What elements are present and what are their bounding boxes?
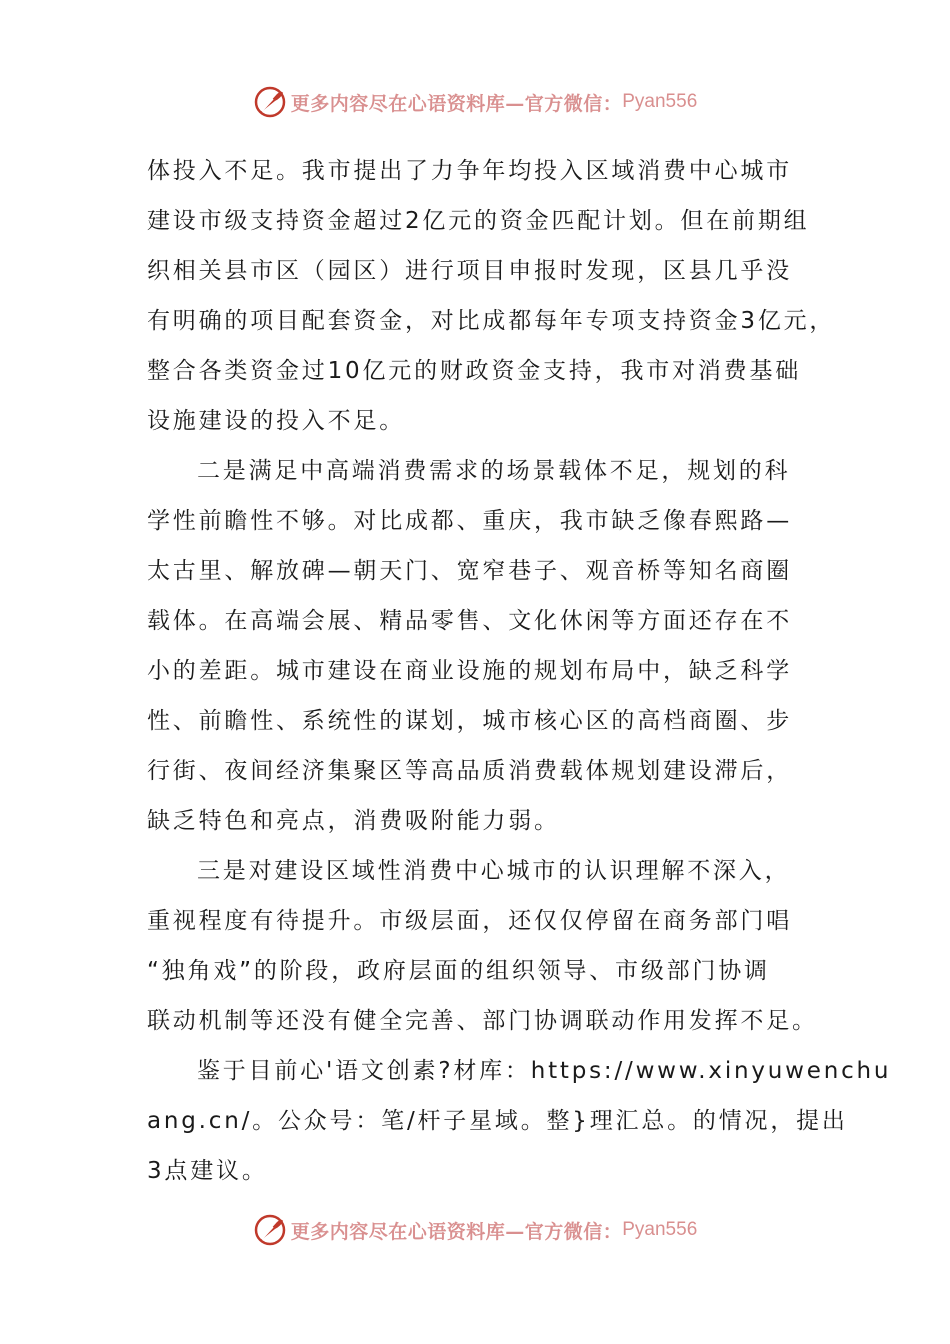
paragraph-line: 行街、夜间经济集聚区等高品质消费载体规划建设滞后， xyxy=(147,758,792,784)
paragraph-line: 设施建设的投入不足。 xyxy=(147,408,405,434)
paragraph-line: 鉴于目前心'语文创素?材库：https://www.xinyuwenchu xyxy=(197,1058,892,1084)
document-body xyxy=(147,146,892,1196)
banner-wechat-id: Pyan556 xyxy=(622,91,698,112)
paragraph-line: 学性前瞻性不够。对比成都、重庆，我市缺乏像春熙路— xyxy=(147,508,792,534)
banner-wechat-id: Pyan556 xyxy=(622,1219,698,1240)
paragraph-line: 重视程度有待提升。市级层面，还仅仅停留在商务部门唱 xyxy=(147,908,792,934)
paragraph-line: 建设市级支持资金超过2亿元的资金匹配计划。但在前期组 xyxy=(147,208,810,234)
paragraph-line: 体投入不足。我市提出了力争年均投入区域消费中心城市 xyxy=(147,158,792,184)
paragraph-line: ang.cn/。公众号：笔/杆子星域。整}理汇总。的情况，提出 xyxy=(147,1108,848,1134)
paragraph-line: 联动机制等还没有健全完善、部门协调联动作用发挥不足。 xyxy=(147,1008,818,1034)
paragraph-line: “独角戏”的阶段，政府层面的组织领导、市级部门协调 xyxy=(147,958,770,984)
paragraph-line: 3点建议。 xyxy=(147,1158,268,1184)
paragraph xyxy=(147,846,818,1046)
paragraph xyxy=(147,146,836,446)
paragraph-line: 载体。在高端会展、精品零售、文化休闲等方面还存在不 xyxy=(147,608,792,634)
paragraph-line: 缺乏特色和亮点，消费吸附能力弱。 xyxy=(147,808,560,834)
quill-logo-icon xyxy=(253,85,287,119)
footer-banner xyxy=(0,1210,950,1250)
banner-text: 更多内容尽在心语资料库—官方微信： xyxy=(290,92,623,115)
paragraph-line: 有明确的项目配套资金，对比成都每年专项支持资金3亿元， xyxy=(147,308,836,334)
paragraph xyxy=(147,1046,892,1196)
paragraph-line: 太古里、解放碑—朝天门、宽窄巷子、观音桥等知名商圈 xyxy=(147,558,792,584)
quill-logo-icon xyxy=(253,1213,287,1247)
paragraph-line: 整合各类资金过10亿元的财政资金支持，我市对消费基础 xyxy=(147,358,802,384)
paragraph-line: 三是对建设区域性消费中心城市的认识理解不深入， xyxy=(197,858,791,884)
paragraph-line: 织相关县市区（园区）进行项目申报时发现，区县几乎没 xyxy=(147,258,792,284)
header-banner xyxy=(0,82,950,122)
paragraph-line: 性、前瞻性、系统性的谋划，城市核心区的高档商圈、步 xyxy=(147,708,792,734)
paragraph-line: 小的差距。城市建设在商业设施的规划布局中，缺乏科学 xyxy=(147,658,792,684)
paragraph-line: 二是满足中高端消费需求的场景载体不足，规划的科 xyxy=(197,458,791,484)
paragraph xyxy=(147,446,807,846)
banner-text: 更多内容尽在心语资料库—官方微信： xyxy=(290,1220,623,1243)
